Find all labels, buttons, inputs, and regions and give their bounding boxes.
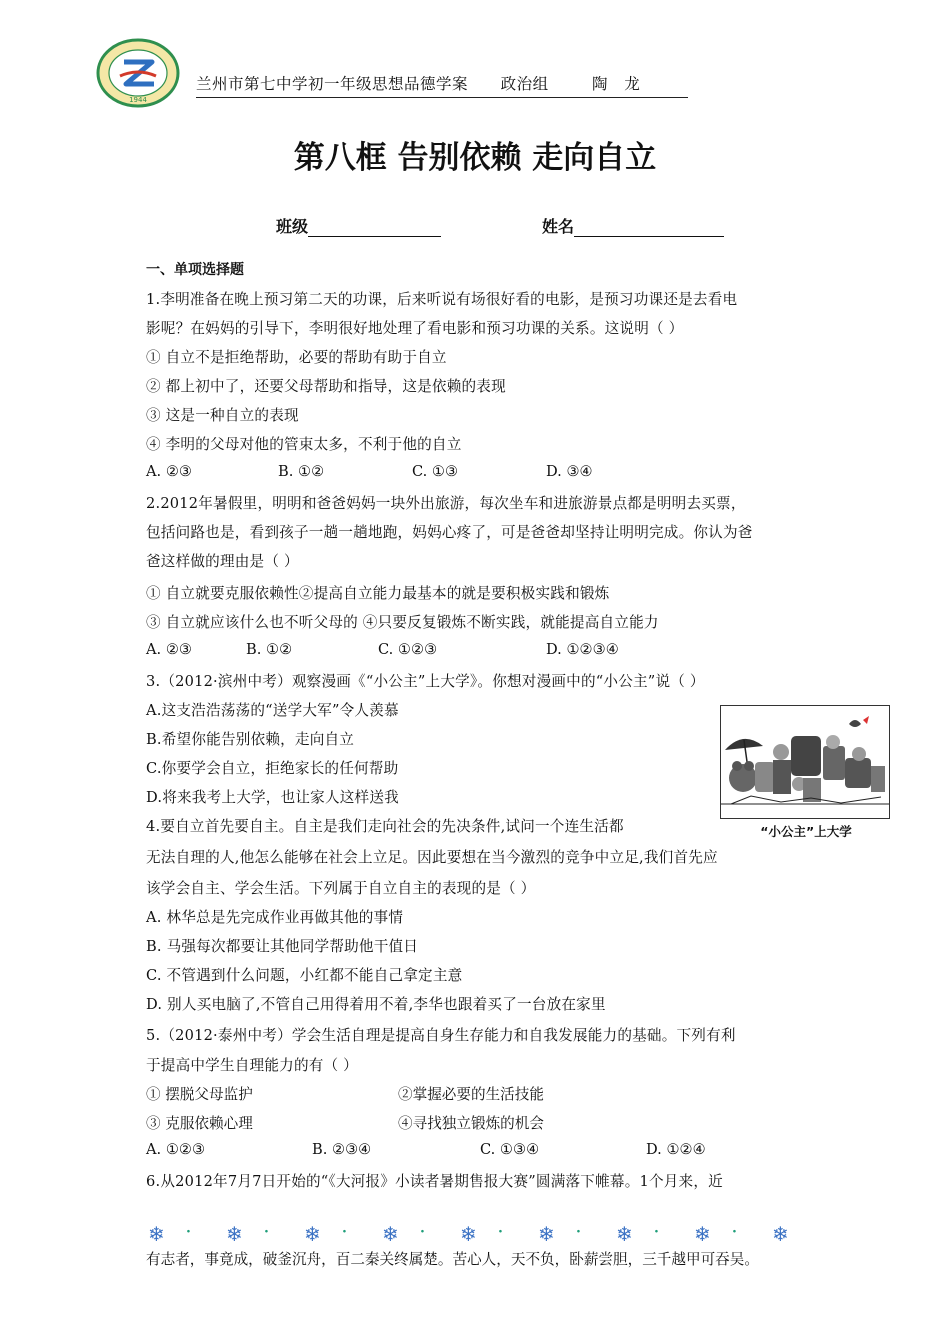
q2-statement-2: ③ 自立就应该什么也不听父母的 ④只要反复锻炼不断实践，就能提高自立能力	[146, 614, 659, 631]
name-field[interactable]	[542, 214, 724, 237]
footer-motto: 有志者，事竟成，破釜沉舟，百二秦关终属楚。苦心人，天不负，卧薪尝胆，三千越甲可吞吴。	[146, 1251, 759, 1268]
class-blank[interactable]	[308, 220, 441, 237]
q2-line1: 2.2012年暑假里，明明和爸爸妈妈一块外出旅游，每次坐车和进旅游景点都是明明去买票，	[146, 495, 746, 512]
footer-decoration	[140, 1222, 820, 1246]
q5-statement-3: ③ 克服依赖心理	[146, 1115, 253, 1132]
q5-option-d[interactable]: D. ①②④	[646, 1141, 706, 1158]
snowflake-icon: ❄	[148, 1222, 165, 1246]
svg-text:1944: 1944	[129, 96, 147, 104]
q1-option-c[interactable]: C. ①③	[412, 463, 459, 480]
q3-line1: 3.（2012·滨州中考）观察漫画《“小公主”上大学》。你想对漫画中的“小公主”说（ ）	[146, 673, 705, 690]
dot-icon: ·	[498, 1224, 503, 1240]
q3-option-a[interactable]: A.这支浩浩荡荡的“送学大军”令人羡慕	[146, 702, 399, 719]
name-label: 姓名	[542, 217, 575, 236]
q5-option-a[interactable]: A. ①②③	[146, 1141, 206, 1158]
q3-option-d[interactable]: D.将来我考上大学，也让家人这样送我	[146, 789, 399, 806]
snowflake-icon: ❄	[382, 1222, 399, 1246]
q1-option-d[interactable]: D. ③④	[546, 463, 593, 480]
class-field[interactable]	[276, 214, 441, 237]
school-logo-icon	[96, 38, 180, 108]
q1-statement-3: ③ 这是一种自立的表现	[146, 407, 299, 424]
q2-option-a[interactable]: A. ②③	[146, 641, 192, 658]
q4-option-a[interactable]: A. 林华总是先完成作业再做其他的事情	[146, 909, 404, 926]
q2-option-d[interactable]: D. ①②③④	[546, 641, 619, 658]
q1-line1: 1.李明准备在晚上预习第二天的功课，后来听说有场很好看的电影，是预习功课还是去看电	[146, 291, 738, 308]
snowflake-icon: ❄	[226, 1222, 243, 1246]
q1-statement-1: ① 自立不是拒绝帮助，必要的帮助有助于自立	[146, 349, 447, 366]
snowflake-icon: ❄	[772, 1222, 789, 1246]
dot-icon: ·	[420, 1224, 425, 1240]
q2-line2: 包括问路也是，看到孩子一趟一趟地跑，妈妈心疼了，可是爸爸却坚持让明明完成。你认为爸	[146, 524, 753, 541]
snowflake-icon: ❄	[694, 1222, 711, 1246]
class-label: 班级	[276, 217, 309, 236]
snowflake-icon: ❄	[304, 1222, 321, 1246]
name-blank[interactable]	[574, 220, 724, 237]
q5-statement-1: ① 摆脱父母监护	[146, 1086, 253, 1103]
q4-line3: 该学会自主、学会生活。下列属于自立自主的表现的是（ ）	[146, 880, 536, 897]
section-heading: 一、单项选择题	[146, 262, 244, 278]
q2-option-c[interactable]: C. ①②③	[378, 641, 438, 658]
q4-option-c[interactable]: C. 不管遇到什么问题，小红都不能自己拿定主意	[146, 967, 463, 984]
dot-icon: ·	[654, 1224, 659, 1240]
q5-statement-2: ②掌握必要的生活技能	[398, 1086, 544, 1103]
q4-option-b[interactable]: B. 马强每次都要让其他同学帮助他干值日	[146, 938, 419, 955]
dot-icon: ·	[576, 1224, 581, 1240]
page-header	[96, 38, 696, 108]
q5-option-c[interactable]: C. ①③④	[480, 1141, 540, 1158]
q1-option-b[interactable]: B. ①②	[278, 463, 325, 480]
snowflake-icon: ❄	[460, 1222, 477, 1246]
q3-option-c[interactable]: C.你要学会自立，拒绝家长的任何帮助	[146, 760, 399, 777]
q1-statement-4: ④ 李明的父母对他的管束太多，不利于他的自立	[146, 436, 462, 453]
q1-option-a[interactable]: A. ②③	[146, 463, 192, 480]
dot-icon: ·	[732, 1224, 737, 1240]
q5-statement-4: ④寻找独立锻炼的机会	[398, 1115, 544, 1132]
q5-line1: 5.（2012·泰州中考）学会生活自理是提高自身生存能力和自我发展能力的基础。下列有利	[146, 1027, 736, 1044]
dot-icon: ·	[342, 1224, 347, 1240]
q2-statement-1: ① 自立就要克服依赖性②提高自立能力最基本的就是要积极实践和锻炼	[146, 585, 610, 602]
header-text: 兰州市第七中学初一年级思想品德学案 政治组 陶 龙	[196, 72, 688, 98]
page-title: 第八框 告别依赖 走向自立	[293, 140, 657, 176]
snowflake-icon: ❄	[616, 1222, 633, 1246]
cartoon-little-princess-image	[720, 705, 890, 819]
q4-option-d[interactable]: D. 别人买电脑了,不管自己用得着用不着,李华也跟着买了一台放在家里	[146, 996, 606, 1013]
q2-option-b[interactable]: B. ①②	[246, 641, 293, 658]
cartoon-caption: “小公主”上大学	[760, 824, 852, 839]
q5-line2: 于提高中学生自理能力的有（ ）	[146, 1057, 358, 1074]
q2-line3: 爸这样做的理由是（ ）	[146, 553, 299, 570]
q6-line1: 6.从2012年7月7日开始的“《大河报》小读者暑期售报大赛”圆满落下帷幕。1个月来，近	[146, 1173, 723, 1190]
q4-line1: 4.要自立首先要自主。自主是我们走向社会的先决条件,试问一个连生活都	[146, 818, 624, 835]
q3-option-b[interactable]: B.希望你能告别依赖，走向自立	[146, 731, 355, 748]
dot-icon: ·	[264, 1224, 269, 1240]
q4-line2: 无法自理的人,他怎么能够在社会上立足。因此要想在当今激烈的竞争中立足,我们首先应	[146, 849, 718, 866]
q1-line2: 影呢？在妈妈的引导下，李明很好地处理了看电影和预习功课的关系。这说明（ ）	[146, 320, 684, 337]
snowflake-icon: ❄	[538, 1222, 555, 1246]
q1-statement-2: ② 都上初中了，还要父母帮助和指导，这是依赖的表现	[146, 378, 506, 395]
dot-icon: ·	[186, 1224, 191, 1240]
q5-option-b[interactable]: B. ②③④	[312, 1141, 372, 1158]
